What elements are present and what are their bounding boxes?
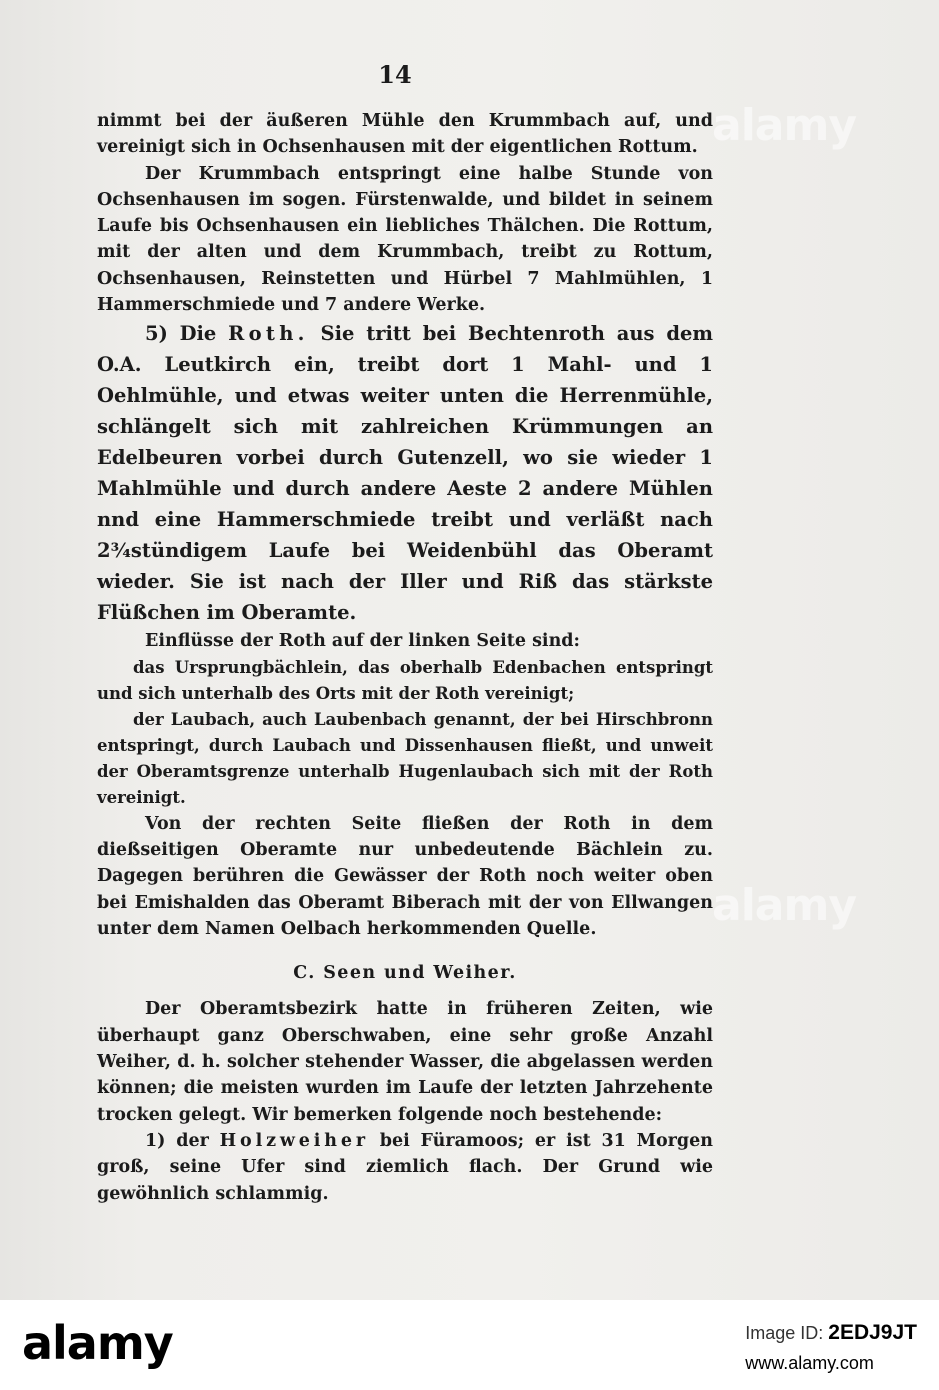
section-heading: C. Seen und Weiher. (293, 963, 517, 984)
paragraph: der Laubach, auch Laubenbach genannt, der bei Hirschbronn entspringt, durch Laubach und Dissenhausen fließt, und unweit der Oberamtsgrenze unterhalb Hugenlaubach sich mit der Roth vereinigt. (97, 709, 713, 807)
paragraph-holzweiher (97, 1128, 713, 1207)
item-number: 5) Die (145, 322, 217, 346)
paragraph-text: Sie tritt bei Bechtenroth aus dem O.A. Leutkirch ein, treibt dort 1 Mahl- und 1 Oehlmühle, und etwas weiter unten die Herrenmühle, schlängelt sich mit zahlreichen Krümmungen an Edelbeuren vorbei durch Gutenzell, wo sie wieder 1 Mahlmühle und durch andere Aeste 2 andere Mühlen nnd eine Hammerschmiede treibt und verläßt nach 2¾stündigem Laufe bei Weidenbühl das Oberamt wieder. Sie ist nach der Iller und Riß das stärkste Flüßchen im Oberamte. (97, 322, 713, 625)
paragraph-roth (97, 318, 713, 628)
paragraph: Der Krummbach entspringt eine halbe Stunde von Ochsenhausen im sogen. Fürstenwalde, und bildet in seinem Laufe bis Ochsenhausen ein liebliches Thälchen. Die Rottum, mit der alten und dem Krummbach, treibt zu Rottum, Ochsenhausen, Reinstetten und Hürbel 7 Mahlmühlen, 1 Hammerschmiede und 7 andere Werke. (97, 163, 713, 316)
site-url: www.alamy.com (745, 1353, 874, 1373)
stock-footer (0, 1300, 939, 1390)
paragraph-text: bei Füramoos; er ist 31 Morgen groß, seine Ufer sind ziemlich flach. Der Grund wie gewöhnlich schlammig. (97, 1130, 713, 1204)
paragraph: Der Oberamtsbezirk hatte in früheren Zeiten, wie überhaupt ganz Oberschwaben, eine sehr große Anzahl Weiher, d. h. solcher stehender Wasser, die abgelassen werden können; die meisten wurden im Laufe der letzten Jahrzehente trocken gelegt. Wir bemerken folgende noch bestehende: (97, 999, 713, 1125)
image-id-label: Image ID: (745, 1323, 824, 1343)
body-text (97, 108, 713, 1207)
watermark: alamy (712, 880, 856, 931)
page-number: 14 (378, 60, 412, 89)
item-number: 1) der (145, 1130, 209, 1151)
river-name: Roth. (228, 322, 309, 346)
paragraph: Einflüsse der Roth auf der linken Seite sind: (145, 631, 580, 652)
watermark: alamy (712, 100, 856, 151)
paragraph: nimmt bei der äußeren Mühle den Krummbach auf, und vereinigt sich in Ochsenhausen mit der eigentlichen Rottum. (97, 111, 713, 158)
alamy-logo: alamy (22, 1316, 173, 1370)
image-id: 2EDJ9JT (828, 1321, 917, 1344)
paragraph: Von der rechten Seite fließen der Roth in dem dießseitigen Oberamte nur unbedeutende Bächlein zu. Dagegen berühren die Gewässer der Roth noch weiter oben bei Emishalden das Oberamt Biberach mit der von Ellwangen unter dem Namen Oelbach herkommenden Quelle. (97, 813, 713, 939)
paragraph: das Ursprungbächlein, das oberhalb Edenbachen entspringt und sich unterhalb des Orts mit der Roth vereinigt; (97, 657, 713, 703)
image-info (745, 1318, 917, 1378)
pond-name: Holzweiher (219, 1130, 369, 1151)
